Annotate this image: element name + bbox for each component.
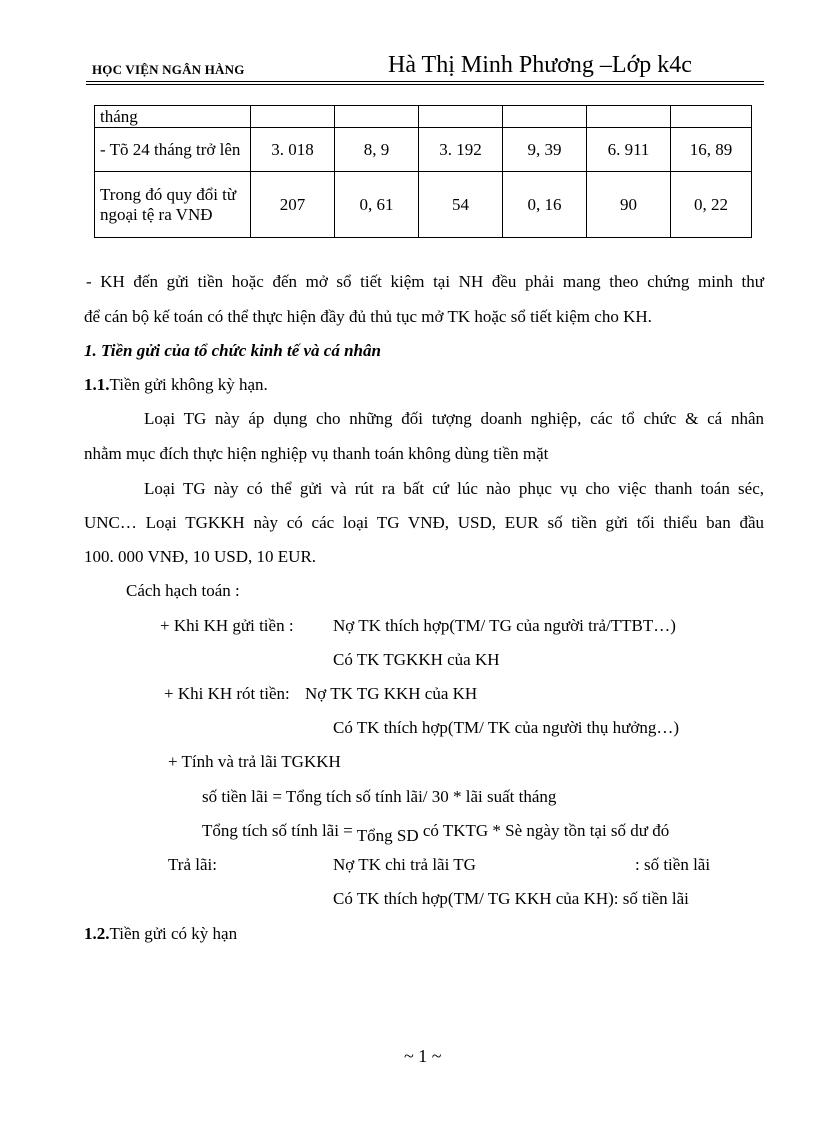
entry-credit: Có TK TGKKH của KH: [333, 650, 500, 669]
table-cell: [251, 106, 335, 128]
paragraph-line: 100. 000 VNĐ, 10 USD, 10 EUR.: [84, 547, 317, 566]
subsection-title: Tiền gửi có kỳ hạn: [109, 924, 238, 943]
table-cell: 0, 61: [335, 172, 419, 238]
entry-label: + Tính và trả lãi TGKKH: [168, 752, 341, 771]
paragraph-line: Loại TG này áp dụng cho những đối tượng doanh nghiệp, các tổ chức & cá nhân: [144, 409, 764, 428]
paragraph-line: - KH đến gửi tiền hoặc đến mở sổ tiết kiệm tại NH đều phải mang theo chứng minh thư: [86, 272, 764, 291]
accounting-heading: Cách hạch toán :: [126, 581, 240, 600]
entry-debit: Nợ TK chi trả lãi TG: [333, 855, 476, 874]
entry-label: Trả lãi:: [168, 855, 217, 874]
table-cell: 16, 89: [671, 128, 752, 172]
entry-credit: Có TK thích hợp(TM/ TG KKH của KH): số tiền lãi: [333, 889, 689, 908]
table-cell: 9, 39: [503, 128, 587, 172]
page-number: ~ 1 ~: [404, 1046, 442, 1066]
entry-amount: : số tiền lãi: [635, 855, 711, 874]
deposit-table: [94, 105, 752, 238]
table-cell: 90: [587, 172, 671, 238]
table-cell: 0, 22: [671, 172, 752, 238]
entry-label: + Khi KH gửi tiền :: [160, 616, 294, 635]
table-cell: 3. 192: [419, 128, 503, 172]
formula-line: [202, 821, 670, 845]
table-row-label: Trong đó quy đổi từ ngoại tệ ra VNĐ: [95, 172, 251, 238]
header-rule: [86, 81, 764, 82]
table-cell: 0, 16: [503, 172, 587, 238]
table-row-label: - Tõ 24 tháng trở lên: [95, 128, 251, 172]
table-cell: 6. 911: [587, 128, 671, 172]
entry-credit: Có TK thích hợp(TM/ TK của người thụ hưởng…): [333, 718, 680, 737]
subsection-heading: [84, 375, 268, 395]
table-cell: [671, 106, 752, 128]
entry-debit: Nợ TK TG KKH của KH: [305, 684, 478, 703]
subsection-number: 1.2.: [84, 924, 110, 943]
table-cell: 54: [419, 172, 503, 238]
table-cell: 8, 9: [335, 128, 419, 172]
table-cell: [335, 106, 419, 128]
paragraph-line: UNC… Loại TGKKH này có các loại TG VNĐ, USD, EUR số tiền gửi tối thiểu ban đầu: [84, 513, 764, 532]
header-rule-double: [86, 84, 764, 85]
paragraph-line: Loại TG này có thể gửi và rút ra bất cứ lúc nào phục vụ cho việc thanh toán séc,: [144, 479, 764, 498]
entry-debit: Nợ TK thích hợp(TM/ TG của người trả/TTBT…): [333, 616, 676, 635]
subsection-heading: [84, 924, 237, 944]
table-row: [95, 106, 752, 128]
table-cell: 207: [251, 172, 335, 238]
formula-subscript: Tổng SD: [356, 826, 419, 845]
table-row: [95, 128, 752, 172]
entry-label: + Khi KH rót tiền:: [164, 684, 290, 703]
table-cell: [587, 106, 671, 128]
section-heading: 1. Tiền gửi của tổ chức kinh tế và cá nhân: [84, 341, 381, 360]
paragraph-line: để cán bộ kế toán có thể thực hiện đầy đủ thủ tục mở TK hoặc sổ tiết kiệm cho KH.: [84, 307, 652, 326]
paragraph-line: nhằm mục đích thực hiện nghiệp vụ thanh toán không dùng tiền mặt: [84, 444, 549, 463]
table-cell: [419, 106, 503, 128]
subsection-number: 1.1.: [84, 375, 110, 394]
header-author: Hà Thị Minh Phương –Lớp k4c: [388, 52, 692, 78]
subsection-title: Tiền gửi không kỳ hạn.: [109, 375, 268, 394]
table-row: [95, 172, 752, 238]
table-cell: 3. 018: [251, 128, 335, 172]
table-cell: [503, 106, 587, 128]
formula-part: có TKTG * Sè ngày tồn tại số dư đó: [422, 821, 670, 840]
formula-line: số tiền lãi = Tổng tích số tính lãi/ 30 * lãi suất tháng: [202, 787, 557, 806]
header-institution: HỌC VIỆN NGÂN HÀNG: [92, 62, 245, 77]
formula-part: Tổng tích số tính lãi =: [202, 821, 353, 840]
table-row-label: tháng: [95, 106, 251, 128]
